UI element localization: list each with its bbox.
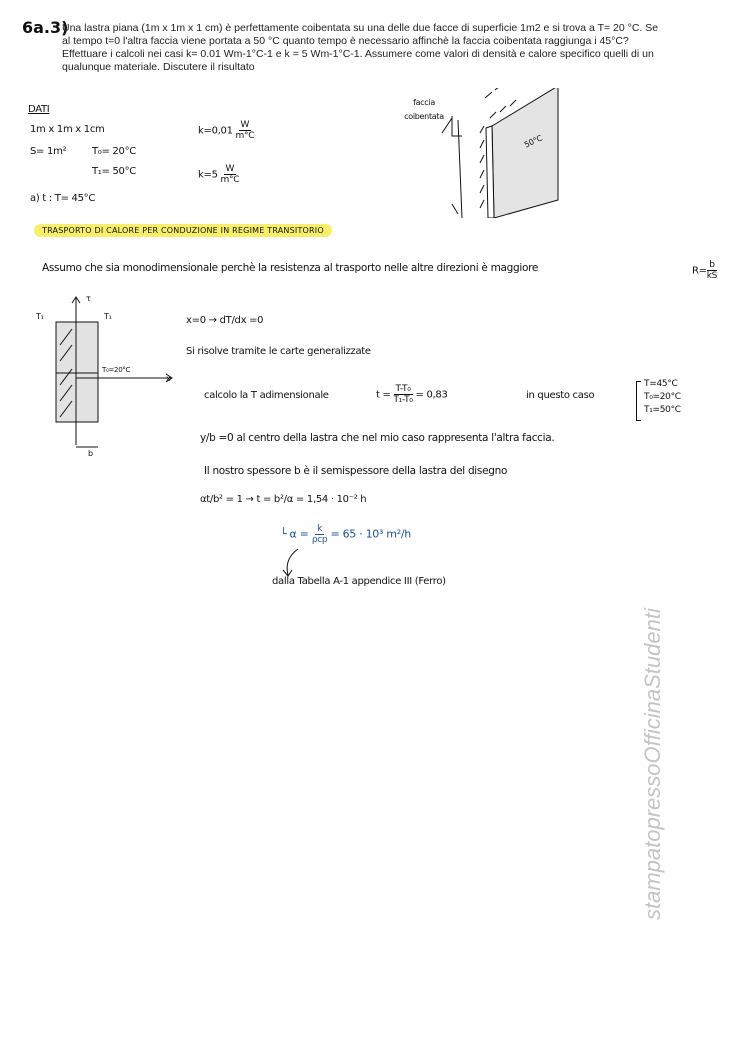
dati-surface: S= 1m² (30, 146, 67, 157)
theta-formula (376, 384, 448, 405)
method-text: Si risolve tramite le carte generalizzate (186, 346, 371, 357)
r-den: kS (706, 271, 718, 281)
watermark: stampatopressoOfficinaStudenti (640, 608, 665, 920)
problem-line: al tempo t=0 l'altra faccia viene portata a 50 °C quanto tempo è necessario affinchè la faccia coibentata raggiunga i 45°C? (62, 35, 629, 47)
dati-question: a) t : T= 45°C (30, 193, 96, 204)
dati-k1 (198, 120, 254, 141)
diagram-t-right: T₁ (104, 312, 112, 321)
case-value: T₀=20°C (644, 392, 681, 402)
problem-line: Una lastra piana (1m x 1m x 1 cm) è perfettamente coibentata su una delle due facce di superficie 1m2 e si trova a T= 20 °C. Se (62, 22, 659, 34)
alpha-lhs: α = (289, 527, 309, 541)
alpha-den: ρcp (311, 535, 328, 545)
case-value: T=45°C (644, 379, 678, 389)
dati-title: DATI (28, 104, 50, 115)
case-value: T₁=50°C (644, 405, 681, 415)
dati-k2 (198, 164, 239, 185)
diagram-t0: T₀=20°C (102, 366, 131, 374)
theta-den: T₁-T₀ (393, 395, 413, 405)
fourier-formula: αt/b² = 1 → t = b²/α = 1,54 · 10⁻² h (200, 494, 367, 505)
alpha-formula: └ α = $\frac{k}{\text{ρcp}}$ = 65 · 10³ m²/h (280, 524, 411, 545)
diagram-x-axis: x (166, 374, 171, 383)
diagram-b: b (88, 449, 93, 458)
unit-num: W (225, 164, 235, 174)
k1-unit (236, 120, 255, 141)
r-lhs: R= (692, 265, 707, 277)
r-num: b (709, 260, 715, 270)
y-over-b-text: y/b =0 al centro della lastra che nel mio caso rappresenta l'altra faccia. (200, 432, 555, 444)
theta-value: = 0,83 (415, 389, 448, 401)
dati-t0: T₀= 20°C (92, 146, 136, 157)
k2-value: k=5 (198, 169, 218, 181)
thickness-text: Il nostro spessore b è il semispessore della lastra del disegno (204, 465, 508, 477)
slab-label: faccia coibentata (404, 98, 444, 121)
resistance-formula (692, 260, 717, 281)
case-brace (636, 381, 641, 421)
dati-dims: 1m x 1m x 1cm (30, 124, 105, 135)
theta-lhs: t = (376, 389, 391, 401)
calc-label: calcolo la T adimensionale (204, 390, 329, 401)
assumption-text: Assumo che sia monodimensionale perchè la resistenza al trasporto nelle altre direzioni è maggiore (42, 262, 539, 274)
alpha-num: k (317, 524, 323, 534)
section-highlight: TRASPORTO DI CALORE PER CONDUZIONE IN REGIME TRANSITORIO (34, 224, 332, 237)
unit-num: W (240, 120, 250, 130)
problem-line: Effettuare i calcoli nei casi k= 0.01 Wm-1°C-1 e k = 5 Wm-1°C-1. Assumere come valori di densità e calore specifico quelli di un (62, 48, 654, 60)
diagram-tau: τ (86, 294, 91, 303)
theta-num: T-T₀ (395, 384, 411, 394)
problem-line: qualunque materiale. Discutere il risultato (62, 61, 255, 73)
source-text: dalla Tabella A-1 appendice III (Ferro) (272, 576, 446, 587)
problem-number: 6a.3) (22, 18, 69, 37)
diagram-t-left: T₁ (36, 312, 44, 321)
boundary-condition: x=0 → dT/dx =0 (186, 315, 264, 326)
arrow-icon (280, 545, 310, 580)
dati-t1: T₁= 50°C (92, 166, 136, 177)
slab-temp: 50°C (522, 133, 544, 150)
k2-unit (221, 164, 240, 185)
slab-figure (440, 88, 570, 218)
unit-den: m°C (235, 131, 255, 141)
alpha-value: = 65 · 10³ m²/h (330, 527, 411, 541)
case-label: in questo caso (526, 390, 595, 401)
k1-value: k=0,01 (198, 125, 233, 137)
unit-den: m°C (220, 175, 240, 185)
